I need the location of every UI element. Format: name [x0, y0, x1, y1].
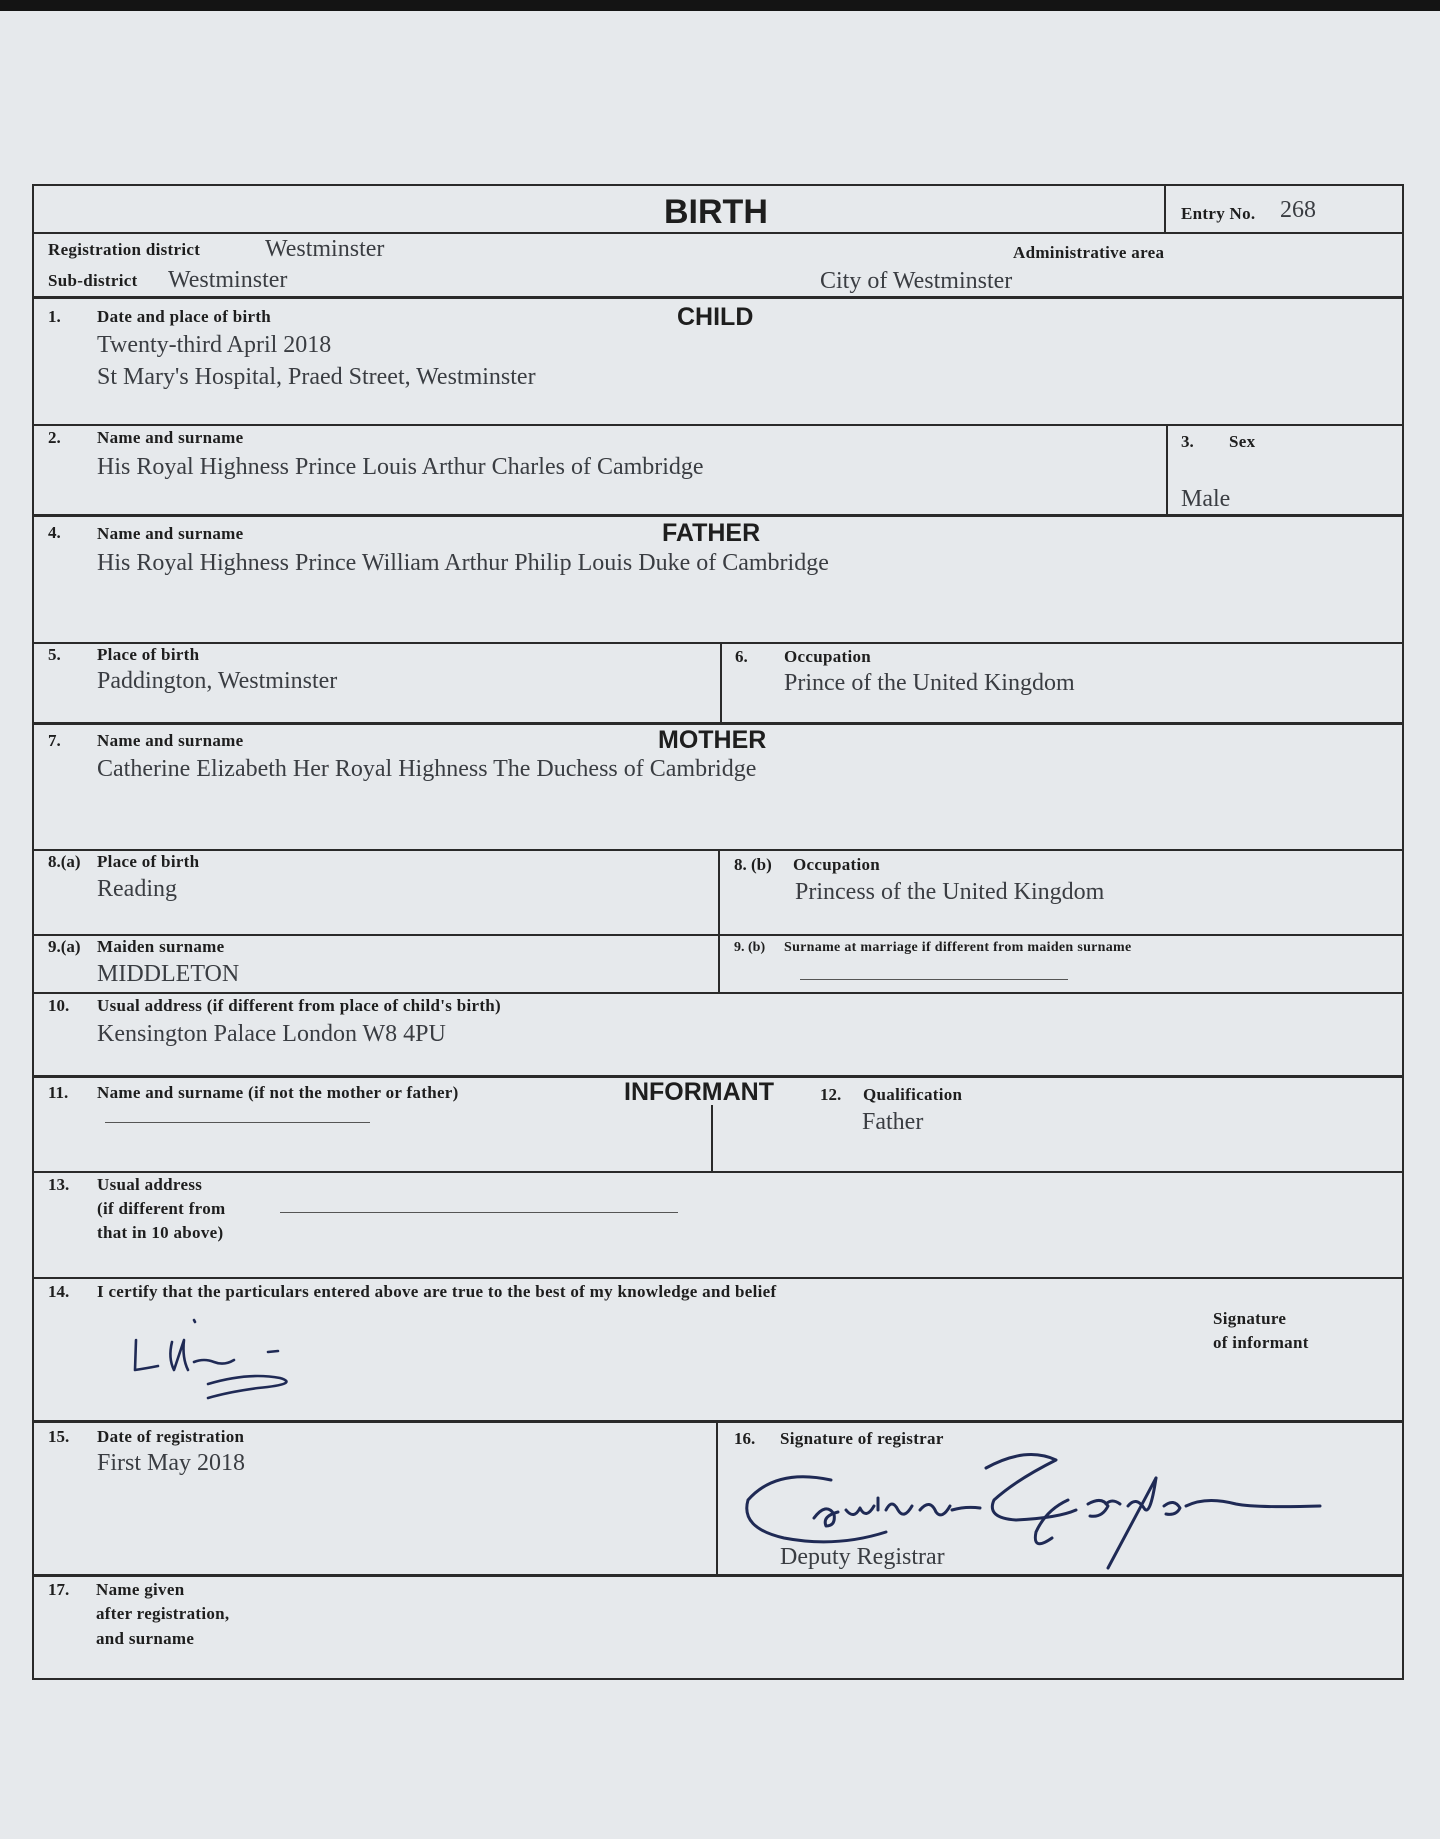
field-2-number: 2.	[48, 428, 61, 447]
rule-4	[32, 642, 1404, 644]
birth-place: St Mary's Hospital, Praed Street, Westminster	[97, 364, 536, 390]
mother-birthplace: Reading	[97, 876, 177, 902]
mother-name: Catherine Elizabeth Her Royal Highness The Duchess of Cambridge	[97, 756, 757, 782]
rule-5	[32, 722, 1404, 725]
informant-signature-label-2: of informant	[1213, 1333, 1309, 1352]
field-3-label: Sex	[1229, 432, 1256, 451]
rule-15-16-divider	[716, 1420, 718, 1574]
field-13-label-1: Usual address	[97, 1175, 203, 1194]
field-5-label: Place of birth	[97, 645, 200, 664]
top-edge-bar	[0, 0, 1440, 11]
field-11-label: Name and surname (if not the mother or father)	[97, 1083, 459, 1102]
field-6-label: Occupation	[784, 647, 872, 666]
father-name: His Royal Highness Prince William Arthur Philip Louis Duke of Cambridge	[97, 550, 829, 576]
registration-date: First May 2018	[97, 1450, 246, 1476]
birth-date: Twenty-third April 2018	[97, 332, 332, 358]
entry-number: 268	[1280, 197, 1316, 223]
field-13-label-3: that in 10 above)	[97, 1223, 224, 1242]
field-16-label: Signature of registrar	[780, 1429, 944, 1448]
field-14-number: 14.	[48, 1282, 70, 1301]
field-11-blank	[105, 1122, 370, 1123]
section-child: CHILD	[677, 303, 754, 331]
field-4-number: 4.	[48, 523, 61, 542]
field-9b-blank	[800, 979, 1068, 980]
field-15-label: Date of registration	[97, 1427, 245, 1446]
field-15-number: 15.	[48, 1427, 70, 1446]
field-8a-number: 8.(a)	[48, 852, 81, 871]
father-birthplace: Paddington, Westminster	[97, 668, 338, 694]
field-8b-number: 8. (b)	[734, 855, 772, 874]
rule-header	[32, 296, 1404, 299]
district-label: Registration district	[48, 240, 201, 259]
field-1-number: 1.	[48, 307, 61, 326]
rule-11-12-divider	[711, 1105, 713, 1171]
informant-signature-label-1: Signature	[1213, 1309, 1287, 1328]
field-7-label: Name and surname	[97, 731, 244, 750]
rule-5-6-divider	[720, 642, 722, 722]
usual-address: Kensington Palace London W8 4PU	[97, 1021, 446, 1047]
field-8b-label: Occupation	[793, 855, 881, 874]
field-9a-label: Maiden surname	[97, 937, 225, 956]
field-9a-number: 9.(a)	[48, 937, 81, 956]
section-father: FATHER	[662, 519, 761, 547]
field-5-number: 5.	[48, 645, 61, 664]
field-9b-number: 9. (b)	[734, 940, 766, 955]
rule-2	[32, 514, 1404, 517]
section-informant: INFORMANT	[624, 1078, 774, 1106]
subdistrict-label: Sub-district	[48, 271, 138, 290]
entry-label: Entry No.	[1181, 204, 1256, 223]
certificate-title: BIRTH	[664, 193, 768, 231]
subdistrict-value: Westminster	[168, 267, 288, 293]
field-17-number: 17.	[48, 1580, 70, 1599]
rule-14	[32, 1420, 1404, 1423]
rule-1	[32, 424, 1404, 426]
mother-maiden-surname: MIDDLETON	[97, 961, 240, 987]
rule-13	[32, 1277, 1404, 1279]
field-11-number: 11.	[48, 1083, 69, 1102]
rule-11	[32, 1171, 1404, 1173]
field-8a-label: Place of birth	[97, 852, 200, 871]
field-6-number: 6.	[735, 647, 748, 666]
field-7-number: 7.	[48, 731, 61, 750]
field-13-blank	[280, 1212, 678, 1213]
rule-9	[32, 992, 1404, 994]
district-value: Westminster	[265, 236, 385, 262]
admin-area-value: City of Westminster	[820, 268, 1013, 294]
registrar-title: Deputy Registrar	[780, 1544, 945, 1570]
field-1-label: Date and place of birth	[97, 307, 272, 326]
field-17-label-2: after registration,	[96, 1604, 230, 1623]
field-17-label-3: and surname	[96, 1629, 195, 1648]
field-3-number: 3.	[1181, 432, 1194, 451]
field-17-label-1: Name given	[96, 1580, 185, 1599]
registrar-signature	[736, 1440, 1336, 1580]
field-14-label: I certify that the particulars entered above are true to the best of my knowledge and belief	[97, 1282, 777, 1301]
informant-qualification: Father	[862, 1109, 924, 1135]
admin-area-label: Administrative area	[1013, 243, 1165, 262]
rule-sex-divider	[1166, 424, 1168, 514]
field-13-label-2: (if different from	[97, 1199, 226, 1218]
child-sex: Male	[1181, 486, 1231, 512]
rule-8-divider	[718, 849, 720, 992]
rule-title	[32, 232, 1404, 234]
section-mother: MOTHER	[658, 726, 767, 754]
father-occupation: Prince of the United Kingdom	[784, 670, 1075, 696]
mother-occupation: Princess of the United Kingdom	[795, 879, 1105, 905]
field-10-number: 10.	[48, 996, 70, 1015]
field-12-label: Qualification	[863, 1085, 963, 1104]
field-4-label: Name and surname	[97, 524, 244, 543]
rule-entry-divider	[1164, 186, 1166, 232]
field-12-number: 12.	[820, 1085, 842, 1104]
field-2-label: Name and surname	[97, 428, 244, 447]
field-9b-label: Surname at marriage if different from maiden surname	[784, 940, 1132, 955]
informant-signature	[128, 1312, 318, 1412]
field-16-number: 16.	[734, 1429, 756, 1448]
field-10-label: Usual address (if different from place of child's birth)	[97, 996, 502, 1015]
field-13-number: 13.	[48, 1175, 70, 1194]
child-name: His Royal Highness Prince Louis Arthur Charles of Cambridge	[97, 454, 704, 480]
